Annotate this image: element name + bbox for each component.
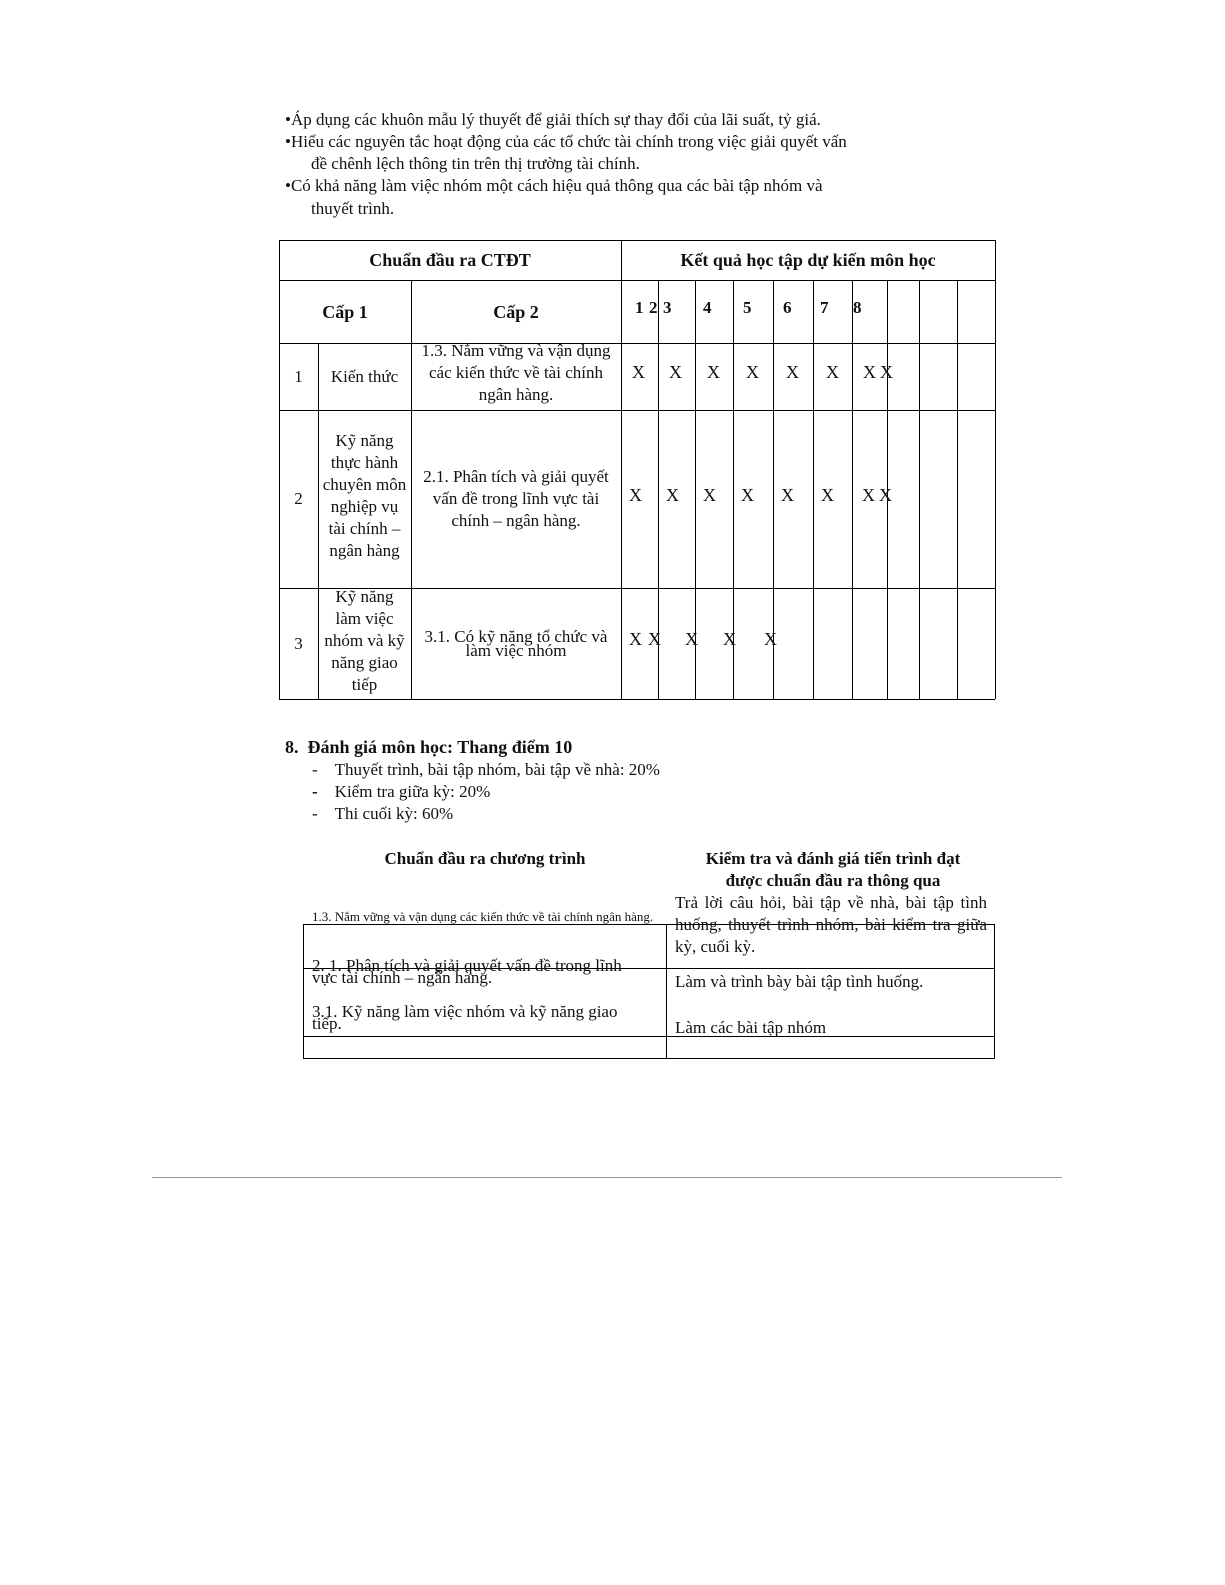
col-number: 1 [635,298,644,317]
outcome-mark: X [685,629,698,649]
col-number: 4 [703,298,712,317]
t2-header-right-2: được chuẩn đầu ra thông qua [725,871,941,890]
outcome-mark: X [648,629,661,649]
outcome-mark: X [764,629,777,649]
row-number: 1 [294,366,303,386]
col-number: 7 [820,298,829,317]
outcome-mark: X [629,629,642,649]
col-number: 8 [853,298,862,317]
assessment-item: - Thuyết trình, bài tập nhóm, bài tập về nhà: 20% [312,760,660,779]
outcome-mark: X [669,362,682,382]
row-level2: 2.1. Phân tích và giải quyết vấn đề trong lĩnh vực tài chính – ngân hàng. [423,467,609,530]
section-title: Đánh giá môn học: Thang điểm 10 [307,737,573,757]
row-level1: Kỹ năng làm việc nhóm và kỹ năng giao tiếp [324,587,405,694]
col-number: 3 [663,298,672,317]
col-number: 2 [649,298,658,317]
outcome-mark: X [703,485,716,505]
header-level1: Cấp 1 [322,301,368,322]
outcome-mark: X [723,629,736,649]
objective-3-cont: thuyết trình. [311,199,395,218]
outcome-mark: X [880,362,893,382]
t2-assessment: Làm và trình bày bài tập tình huống. [675,972,924,991]
outcome-mark: X [862,485,875,505]
col-number: 6 [783,298,792,317]
assessment-item: - Kiểm tra giữa kỳ: 20% [312,782,491,801]
t2-assessment: Trả lời câu hỏi, bài tập về nhà, bài tập tình huống, thuyết trình nhóm, bài kiểm tra giữa kỳ, cuối kỳ. [675,893,987,956]
row-level1: Kiến thức [330,366,399,386]
row-number: 3 [294,633,303,653]
row-level2: 1.3. Nắm vững và vận dụng các kiến thức về tài chính ngân hàng. [421,341,611,404]
outcome-mark: X [707,362,720,382]
row-level2: 3.1. Có kỹ năng tổ chức và làm việc nhóm [424,626,608,660]
header-course-outcomes: Kết quả học tập dự kiến môn học [680,250,936,270]
outcome-mark: X [666,485,679,505]
col-number: 5 [743,298,752,317]
header-program-outcomes: Chuẩn đầu ra CTĐT [369,250,531,270]
objective-1: •Áp dụng các khuôn mẫu lý thuyết để giải thích sự thay đổi của lãi suất, tỷ giá. [285,110,821,129]
outcome-mark: X [826,362,839,382]
outcome-mark: X [821,485,834,505]
row-number: 2 [294,489,303,508]
outcome-mark: X [863,362,876,382]
outcome-mark: X [786,362,799,382]
outcome-mark: X [629,485,642,505]
section-number: 8. [285,737,299,757]
t2-assessment: Làm các bài tập nhóm [675,1018,827,1037]
t2-outcome: 3.1. Kỹ năng làm việc nhóm và kỹ năng giao tiếp. [312,1002,618,1033]
assessment-item: - Thi cuối kỳ: 60% [312,804,454,823]
row-level1: Kỹ năng thực hành chuyên môn nghiệp vụ tài chính – ngân hàng [322,431,407,560]
outcome-mark: X [746,362,759,382]
outcome-mark: X [632,362,645,382]
outcome-mark: X [781,485,794,505]
outcome-mark: X [879,485,892,505]
t2-outcome: 2. 1. Phân tích và giải quyết vấn đề trong lĩnh vực tài chính – ngân hàng. [312,956,622,987]
t2-header-left: Chuẩn đầu ra chương trình [384,849,586,868]
outcome-mark: X [741,485,754,505]
page-divider [152,1177,1062,1178]
t2-header-right-1: Kiểm tra và đánh giá tiến trình đạt [705,849,961,868]
t2-outcome: 1.3. Nắm vững và vận dụng các kiến thức về tài chính ngân hàng. [312,909,654,924]
objective-2: •Hiểu các nguyên tắc hoạt động của các tổ chức tài chính trong việc giải quyết vấn [285,132,847,151]
objective-3: •Có khả năng làm việc nhóm một cách hiệu quả thông qua các bài tập nhóm và [285,176,823,195]
objective-2-cont: đề chênh lệch thông tin trên thị trường tài chính. [311,154,640,173]
section-8-heading [285,736,572,758]
header-level2: Cấp 2 [493,301,539,322]
